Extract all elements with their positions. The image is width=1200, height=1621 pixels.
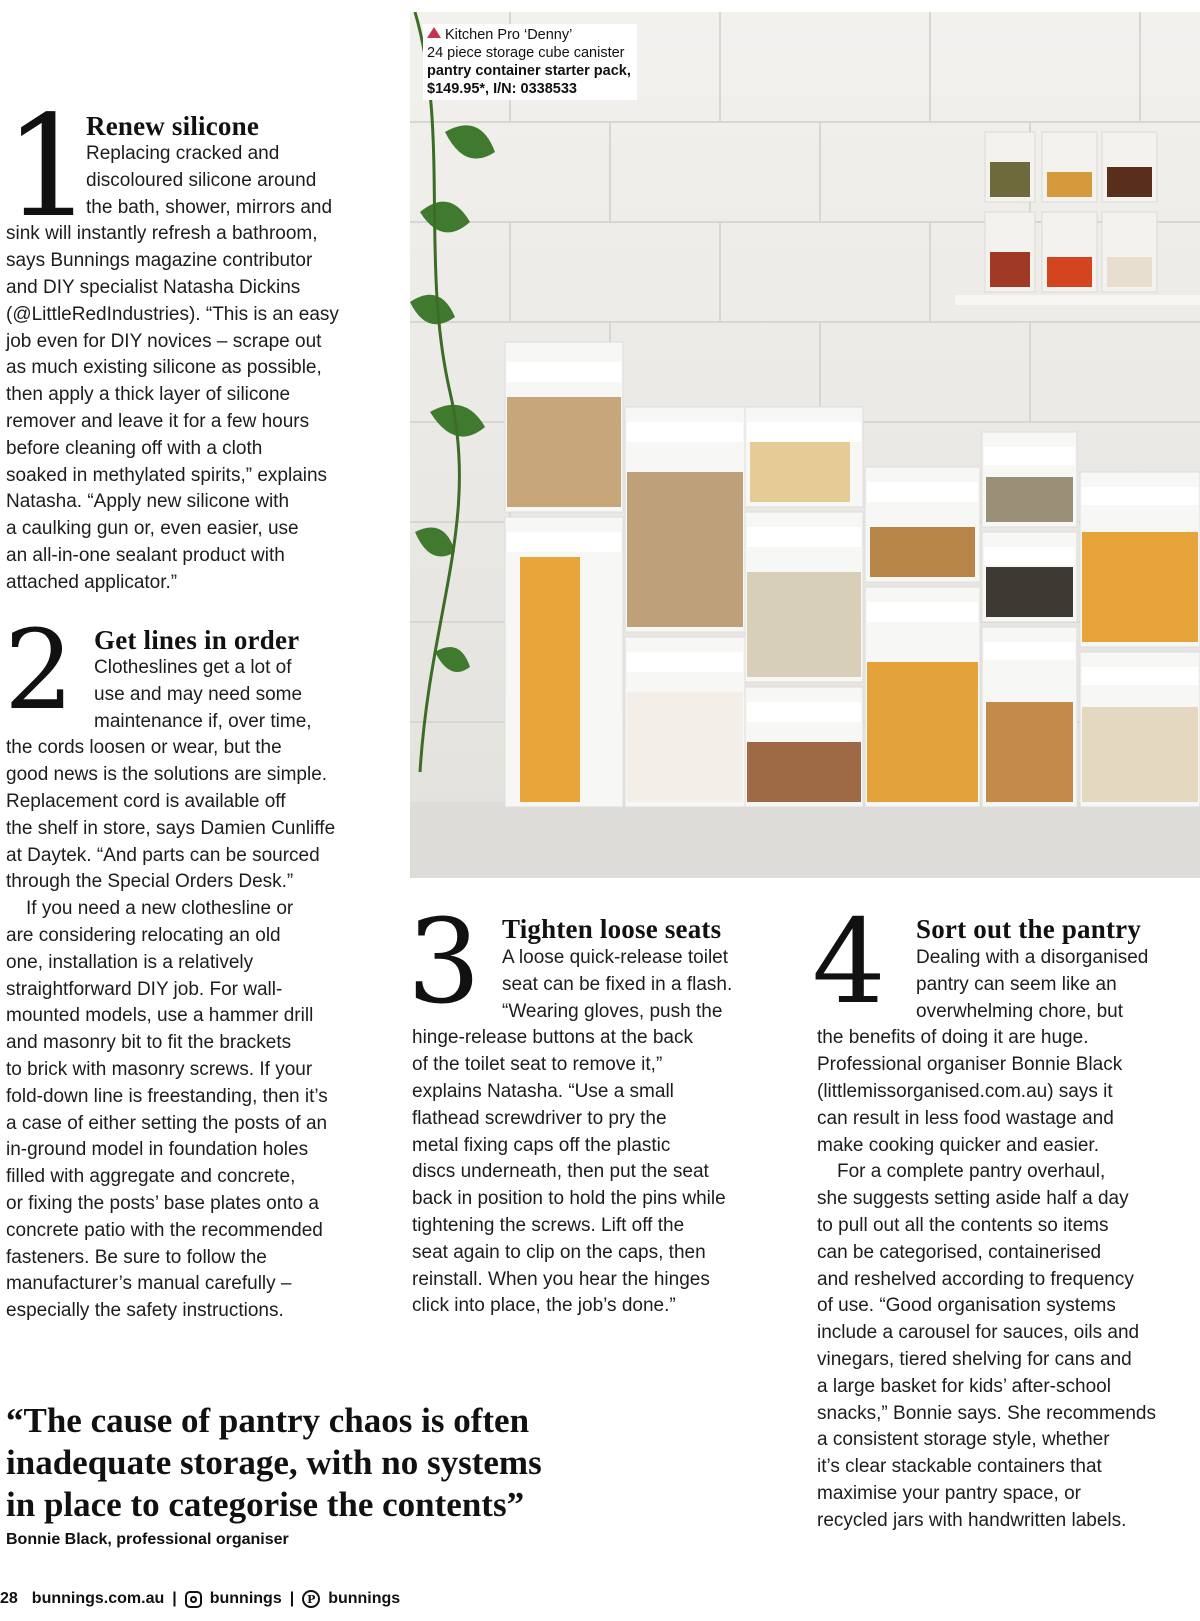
tip-4-line: maximise your pantry space, or xyxy=(817,1482,1081,1504)
tip-1-line: then apply a thick layer of silicone xyxy=(6,384,291,406)
caption-triangle-icon xyxy=(427,27,441,38)
tip-1-numeral: 1 xyxy=(4,86,94,249)
tip-1-line: a caulking gun or, even easier, use xyxy=(6,518,299,540)
tip-3-line: click into place, the job’s done.” xyxy=(412,1295,676,1317)
caption-line-3: pantry container starter pack, xyxy=(427,63,631,79)
tip-2-line: If you need a new clothesline or xyxy=(26,898,294,920)
tip-3-body xyxy=(412,945,792,1320)
tip-3-line: discs underneath, then put the seat xyxy=(412,1161,709,1183)
tip-4-title: Sort out the pantry xyxy=(916,914,1142,944)
tip-2-line: fasteners. Be sure to follow the xyxy=(6,1246,267,1268)
pull-quote-line: inadequate storage, with no systems xyxy=(6,1443,542,1482)
tip-3-line: A loose quick-release toilet xyxy=(502,947,729,968)
tip-3-line: seat again to clip on the caps, then xyxy=(412,1241,706,1263)
tip-2-line: through the Special Orders Desk.” xyxy=(6,871,294,893)
tip-2-line: at Daytek. “And parts can be sourced xyxy=(6,844,320,866)
tip-4-line: a large basket for kids’ after-school xyxy=(817,1375,1111,1397)
tip-2-line: fold-down line is freestanding, then it’s xyxy=(6,1085,328,1107)
tip-4-line: and reshelved according to frequency xyxy=(817,1268,1134,1290)
pantry-containers-illustration xyxy=(410,12,1200,878)
tip-4-line: can result in less food wastage and xyxy=(817,1107,1114,1129)
tip-2-body xyxy=(6,655,386,1325)
footer-separator: | xyxy=(289,1590,295,1607)
tip-1-line: attached applicator.” xyxy=(6,571,178,593)
tip-4-line: overwhelming chore, but xyxy=(916,1000,1123,1022)
tip-1-line: (@LittleRedIndustries). “This is an easy xyxy=(6,303,339,325)
tip-3-line: hinge-release buttons at the back xyxy=(412,1027,693,1049)
tip-4-line: it’s clear stackable containers that xyxy=(817,1456,1102,1478)
pinterest-handle[interactable]: bunnings xyxy=(328,1590,401,1607)
tip-3-numeral: 3 xyxy=(407,895,481,1030)
tip-2-line: a case of either setting the posts of an xyxy=(6,1112,328,1134)
tip-4-line: Dealing with a disorganised xyxy=(916,947,1149,968)
tip-1-line: says Bunnings magazine contributor xyxy=(6,250,313,272)
tip-1-line: and DIY specialist Natasha Dickins xyxy=(6,276,301,298)
tip-4-line: vinegars, tiered shelving for cans and xyxy=(817,1348,1132,1370)
page-number: 28 xyxy=(0,1590,18,1607)
tip-1-title: Renew silicone xyxy=(86,111,260,141)
tip-1-line: an all-in-one sealant product with xyxy=(6,544,285,566)
tip-1-line: soaked in methylated spirits,” explains xyxy=(6,464,328,486)
tip-1-line: Natasha. “Apply new silicone with xyxy=(6,491,290,513)
pull-quote-attribution: Bonnie Black, professional organiser xyxy=(6,1531,289,1548)
tip-4-body xyxy=(817,945,1197,1535)
tip-3-title: Tighten loose seats xyxy=(502,914,722,944)
tip-4-line: pantry can seem like an xyxy=(916,973,1117,995)
tip-2-numeral: 2 xyxy=(4,606,74,734)
tip-2-line: mounted models, use a hammer drill xyxy=(6,1005,314,1027)
pull-quote xyxy=(6,1400,646,1526)
pull-quote-line: “The cause of pantry chaos is often xyxy=(6,1401,530,1440)
tip-2-line: in-ground model in foundation holes xyxy=(6,1139,309,1161)
tip-2-line: maintenance if, over time, xyxy=(94,710,312,732)
tip-2-line: filled with aggregate and concrete, xyxy=(6,1166,296,1188)
tip-3-line: seat can be fixed in a flash. xyxy=(502,973,733,995)
tip-1-line: the bath, shower, mirrors and xyxy=(86,196,333,218)
tip-4-line: Professional organiser Bonnie Black xyxy=(817,1054,1123,1076)
tip-4-numeral: 4 xyxy=(812,895,886,1030)
tip-3-line: metal fixing caps off the plastic xyxy=(412,1134,671,1156)
pinterest-icon[interactable]: P xyxy=(302,1590,320,1608)
tip-2-title: Get lines in order xyxy=(94,625,300,655)
pantry-photo xyxy=(410,12,1200,878)
tip-1-line: remover and leave it for a few hours xyxy=(6,410,310,432)
tip-1-line: sink will instantly refresh a bathroom, xyxy=(6,223,318,245)
tip-1-line: as much existing silicone as possible, xyxy=(6,357,322,379)
tip-3-line: reinstall. When you hear the hinges xyxy=(412,1268,710,1290)
pull-quote-line: in place to categorise the contents” xyxy=(6,1485,525,1524)
tip-2-line: to brick with masonry screws. If your xyxy=(6,1058,313,1080)
website-link[interactable]: bunnings.com.au xyxy=(31,1590,165,1607)
tip-4-line: (littlemissorganised.com.au) says it xyxy=(817,1080,1113,1102)
tip-3-line: tightening the screws. Lift off the xyxy=(412,1214,685,1236)
caption-line-4: $149.95*, I/N: 0338533 xyxy=(427,81,577,97)
instagram-icon[interactable] xyxy=(185,1591,202,1608)
tip-4-line: recycled jars with handwritten labels. xyxy=(817,1509,1127,1531)
tip-3-line: explains Natasha. “Use a small xyxy=(412,1080,674,1102)
tip-4-line: she suggests setting aside half a day xyxy=(817,1188,1129,1210)
instagram-handle[interactable]: bunnings xyxy=(209,1590,282,1607)
tip-1-line: job even for DIY novices – scrape out xyxy=(6,330,322,352)
tip-2-line: and masonry bit to fit the brackets xyxy=(6,1032,292,1054)
tip-2-line: Replacement cord is available off xyxy=(6,790,286,812)
tip-2-line: or fixing the posts’ base plates onto a xyxy=(6,1192,319,1214)
tip-2-line: straightforward DIY job. For wall- xyxy=(6,978,283,1000)
tip-3-line: flathead screwdriver to pry the xyxy=(412,1107,667,1129)
tip-3-line: back in position to hold the pins while xyxy=(412,1188,726,1210)
page-footer xyxy=(0,1590,400,1608)
tip-1-body xyxy=(6,141,386,597)
tip-4-line: a consistent storage style, whether xyxy=(817,1429,1110,1451)
product-caption xyxy=(423,24,637,100)
tip-2-line: good news is the solutions are simple. xyxy=(6,764,328,786)
tip-2-line: the shelf in store, says Damien Cunliffe xyxy=(6,817,336,839)
tip-2-line: one, installation is a relatively xyxy=(6,951,254,973)
tip-1-line: Replacing cracked and xyxy=(86,143,280,164)
tip-2-line: Clotheslines get a lot of xyxy=(94,657,292,678)
tip-2-line: especially the safety instructions. xyxy=(6,1300,284,1322)
tip-1-line: before cleaning off with a cloth xyxy=(6,437,263,459)
caption-line-2: 24 piece storage cube canister xyxy=(427,45,625,61)
tip-2-line: manufacturer’s manual carefully – xyxy=(6,1273,292,1295)
tip-2-line: are considering relocating an old xyxy=(6,924,281,946)
caption-line-1: Kitchen Pro ‘Denny’ xyxy=(445,27,573,43)
tip-4-line: For a complete pantry overhaul, xyxy=(837,1161,1106,1183)
tip-2-line: concrete patio with the recommended xyxy=(6,1219,323,1241)
tip-3-line: “Wearing gloves, push the xyxy=(502,1000,723,1022)
tip-2-line: the cords loosen or wear, but the xyxy=(6,737,282,759)
tip-4-line: snacks,” Bonnie says. She recommends xyxy=(817,1402,1156,1424)
tip-4-line: include a carousel for sauces, oils and xyxy=(817,1322,1140,1344)
tip-4-line: can be categorised, containerised xyxy=(817,1241,1102,1263)
tip-4-line: the benefits of doing it are huge. xyxy=(817,1027,1089,1049)
footer-separator: | xyxy=(172,1590,177,1607)
tip-4-line: make cooking quicker and easier. xyxy=(817,1134,1099,1156)
tip-1-line: discoloured silicone around xyxy=(86,169,317,191)
tip-3-line: of the toilet seat to remove it,” xyxy=(412,1054,663,1076)
tip-4-line: to pull out all the contents so items xyxy=(817,1214,1109,1236)
tip-4-line: of use. “Good organisation systems xyxy=(817,1295,1116,1317)
tip-2-line: use and may need some xyxy=(94,683,303,705)
